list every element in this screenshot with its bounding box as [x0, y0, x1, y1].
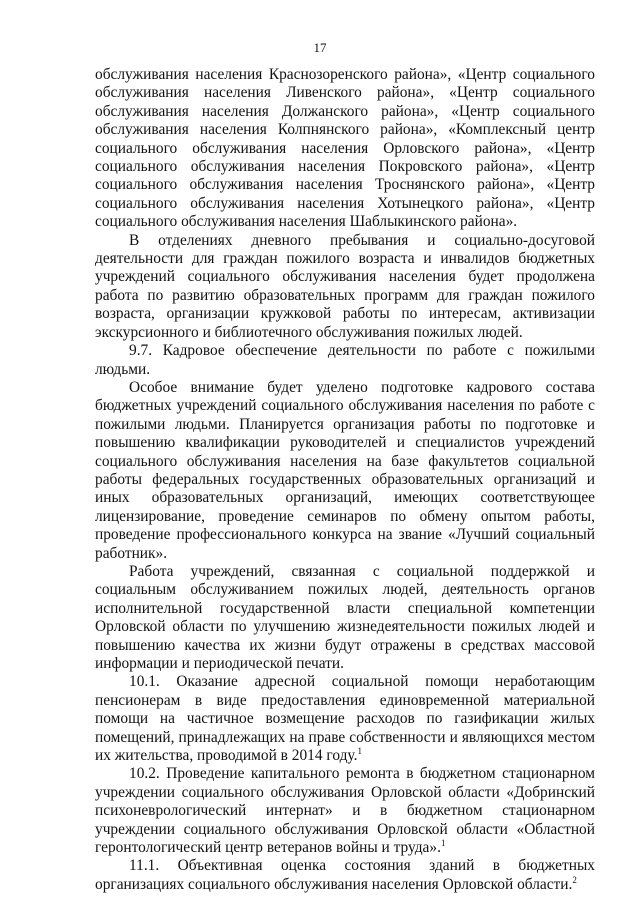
- paragraph-3: [95, 342, 595, 379]
- footnote-marker: 2: [572, 874, 577, 885]
- paragraph-8: [95, 857, 595, 894]
- paragraph-text: Особое внимание будет уделено подготовке кадрового состава бюджетных учреждений социального обслуживания населения по работе с пожилыми людьми. Планируется организация работы по подготовке и повышению квалификации руководителей и специалистов учреждений социального обслуживания населения на базе факультетов социальной работы федеральных государственных образовательных организаций и иных образовательных организаций, имеющих соответствующее лицензирование, проведение семинаров по обмену опытом работы, проведение профессионального конкурса на звание «Лучший социальный работник».: [95, 378, 595, 562]
- footnote-marker: 1: [357, 745, 362, 756]
- paragraph-1: [95, 66, 595, 232]
- footnote-marker: 1: [440, 837, 446, 848]
- paragraph-text: 10.2. Проведение капитального ремонта в бюджетном стационарном учреждении социального обслуживания Орловской области «Добринский психоневрологический интернат» и в бюджетном стационарном учреждении социального обслуживания Орловской области «Областной геронтологический центр ветеранов войны и труда».: [95, 765, 595, 857]
- paragraph-text: 9.7. Кадровое обеспечение деятельности по работе с пожилыми людьми.: [95, 342, 595, 378]
- document-body: [95, 66, 595, 894]
- paragraph-6: [95, 673, 595, 765]
- paragraph-text: обслуживания населения Краснозоренского района», «Центр социального обслуживания населения Ливенского района», «Центр социального обслуживания населения Должанского района», «Центр социального обслуживания населения Колпнянского района», «Комплексный центр социального обслуживания населения Орловского района», «Центр социального обслуживания населения Покровского района», «Центр социального обслуживания населения Троснянского района», «Центр социального обслуживания населения Хотынецкого района», «Центр социального обслуживания населения Шаблыкинского района».: [95, 66, 595, 231]
- paragraph-text: 11.1. Объективная оценка состояния зданий в бюджетных организациях социального обслуживания населения Орловской области.: [95, 857, 595, 893]
- page-number: 17: [313, 40, 327, 55]
- paragraph-text: Работа учреждений, связанная с социальной поддержкой и социальным обслуживанием пожилых людей, деятельность органов исполнительной государственной власти специальной компетенции Орловской области по улучшению жизнедеятельности пожилых людей и повышению качества их жизни будут отражены в средствах массовой информации и периодической печати.: [95, 562, 595, 672]
- paragraph-text: 10.1. Оказание адресной социальной помощи неработающим пенсионерам в виде предоставления единовременной материальной помощи на частичное возмещение расходов по газификации жилых помещений, принадлежащих на праве собственности и являющихся местом их жительства, проводимой в 2014 году.: [95, 673, 595, 765]
- paragraph-5: [95, 563, 595, 673]
- paragraph-7: [95, 765, 595, 857]
- paragraph-text: В отделениях дневного пребывания и социально-досуговой деятельности для граждан пожилого возраста и инвалидов бюджетных учреждений социального обслуживания населения будет продолжена работа по развитию образовательных программ для граждан пожилого возраста, организации кружковой работы по интересам, активизации экскурсионного и библиотечного обслуживания пожилых людей.: [95, 231, 595, 341]
- paragraph-2: [95, 232, 595, 342]
- paragraph-4: [95, 379, 595, 563]
